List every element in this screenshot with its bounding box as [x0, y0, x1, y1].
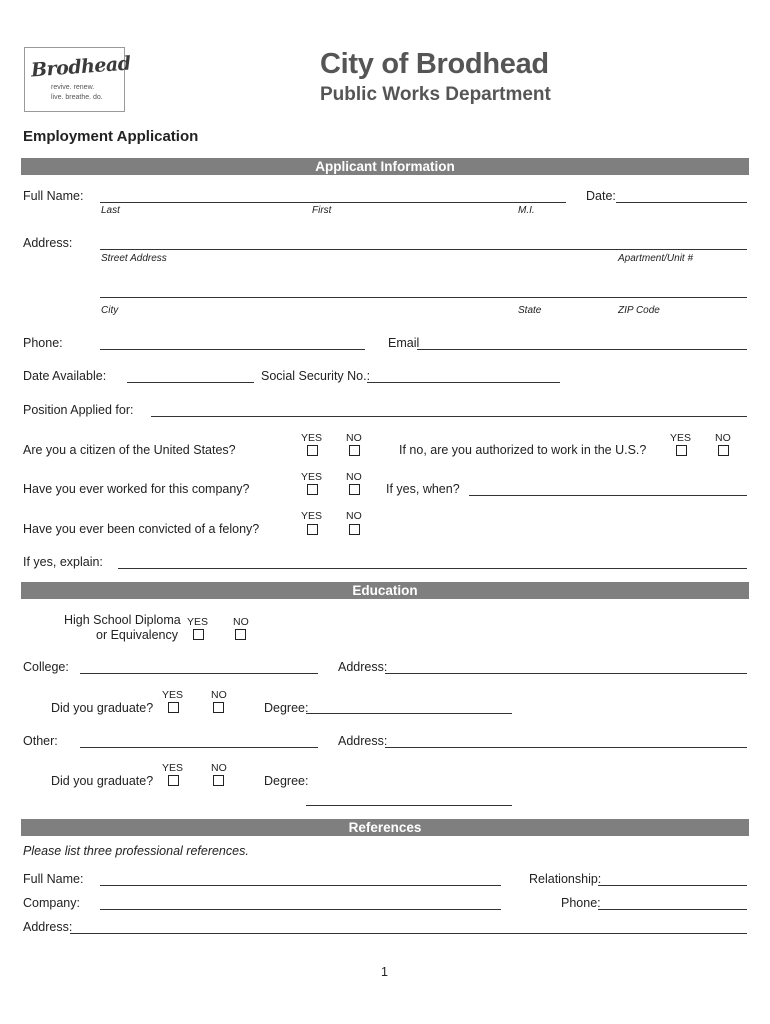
felony-no-label: NO: [346, 510, 362, 522]
if-yes-when-label: If yes, when?: [386, 482, 460, 496]
other-degree-field[interactable]: [306, 805, 512, 806]
authorized-no-label: NO: [715, 432, 731, 444]
hs-no-label: NO: [233, 616, 249, 628]
college-grad-yes-label: YES: [162, 689, 184, 701]
college-grad-no-label: NO: [211, 689, 227, 701]
citizen-yes-label: YES: [301, 432, 323, 444]
college-degree-field[interactable]: [306, 713, 512, 714]
ref-address-label: Address:: [23, 920, 73, 934]
logo-wordmark: Brodhead: [30, 52, 132, 82]
references-instruction: Please list three professional references.: [23, 844, 249, 858]
page-number: 1: [381, 965, 388, 979]
citizen-yes-checkbox[interactable]: [307, 445, 318, 456]
ref-address-field[interactable]: [70, 933, 747, 934]
other-grad-yes-checkbox[interactable]: [168, 775, 179, 786]
hs-diploma-label: High School Diploma: [64, 613, 181, 627]
brodhead-logo: [24, 47, 132, 112]
date-available-label: Date Available:: [23, 369, 107, 383]
ref-phone-label: Phone:: [561, 896, 601, 910]
ref-company-field[interactable]: [100, 909, 501, 910]
city-state-zip-field[interactable]: [100, 297, 747, 298]
sublabel-street-address: Street Address: [101, 253, 167, 264]
logo-tagline-2: live. breathe. do.: [51, 94, 103, 101]
logo-tagline-1: revive. renew.: [51, 84, 95, 91]
citizen-question: Are you a citizen of the United States?: [23, 443, 236, 457]
address-label: Address:: [23, 236, 73, 250]
other-label: Other:: [23, 734, 58, 748]
other-school-field[interactable]: [80, 747, 318, 748]
date-field[interactable]: [616, 202, 747, 203]
full-name-label: Full Name:: [23, 189, 84, 203]
college-degree-label: Degree:: [264, 701, 309, 715]
hs-yes-checkbox[interactable]: [193, 629, 204, 640]
college-label: College:: [23, 660, 69, 674]
ssn-field[interactable]: [367, 382, 560, 383]
felony-yes-label: YES: [301, 510, 323, 522]
full-name-field[interactable]: [100, 202, 566, 203]
worked-no-label: NO: [346, 471, 362, 483]
authorized-yes-checkbox[interactable]: [676, 445, 687, 456]
email-field[interactable]: [417, 349, 747, 350]
sublabel-zip: ZIP Code: [618, 305, 660, 316]
worked-when-field[interactable]: [469, 495, 747, 496]
felony-yes-checkbox[interactable]: [307, 524, 318, 535]
ref-relationship-field[interactable]: [598, 885, 747, 886]
hs-equivalency-label: or Equivalency: [96, 628, 178, 642]
sublabel-last: Last: [101, 205, 120, 216]
other-address-field[interactable]: [385, 747, 747, 748]
citizen-no-label: NO: [346, 432, 362, 444]
college-field[interactable]: [80, 673, 318, 674]
if-yes-explain-label: If yes, explain:: [23, 555, 103, 569]
authorized-yes-label: YES: [670, 432, 692, 444]
section-references: References: [21, 819, 749, 836]
sublabel-mi: M.I.: [518, 205, 535, 216]
ref-phone-field[interactable]: [598, 909, 747, 910]
hs-no-checkbox[interactable]: [235, 629, 246, 640]
felony-explain-field[interactable]: [118, 568, 747, 569]
section-education: Education: [21, 582, 749, 599]
other-degree-label: Degree:: [264, 774, 309, 788]
position-field[interactable]: [151, 416, 747, 417]
other-grad-yes-label: YES: [162, 762, 184, 774]
authorized-no-checkbox[interactable]: [718, 445, 729, 456]
college-graduate-question: Did you graduate?: [51, 701, 154, 715]
citizen-no-checkbox[interactable]: [349, 445, 360, 456]
department-subtitle: Public Works Department: [320, 84, 551, 105]
worked-yes-label: YES: [301, 471, 323, 483]
worked-yes-checkbox[interactable]: [307, 484, 318, 495]
college-grad-no-checkbox[interactable]: [213, 702, 224, 713]
felony-question: Have you ever been convicted of a felony?: [23, 522, 260, 536]
date-label: Date:: [586, 189, 616, 203]
ref-full-name-field[interactable]: [100, 885, 501, 886]
hs-yes-label: YES: [187, 616, 209, 628]
ref-company-label: Company:: [23, 896, 80, 910]
email-label: Email: [388, 336, 420, 350]
worked-question: Have you ever worked for this company?: [23, 482, 250, 496]
date-available-field[interactable]: [127, 382, 254, 383]
other-grad-no-checkbox[interactable]: [213, 775, 224, 786]
college-address-label: Address:: [338, 660, 388, 674]
felony-no-checkbox[interactable]: [349, 524, 360, 535]
sublabel-apartment: Apartment/Unit #: [618, 253, 694, 264]
college-address-field[interactable]: [385, 673, 747, 674]
form-title: Employment Application: [23, 128, 199, 145]
other-address-label: Address:: [338, 734, 388, 748]
phone-field[interactable]: [100, 349, 365, 350]
sublabel-state: State: [518, 305, 542, 316]
other-graduate-question: Did you graduate?: [51, 774, 154, 788]
phone-label: Phone:: [23, 336, 63, 350]
section-applicant-information: Applicant Information: [21, 158, 749, 175]
street-address-field[interactable]: [100, 249, 747, 250]
ref-relationship-label: Relationship:: [529, 872, 602, 886]
ssn-label: Social Security No.:: [261, 369, 371, 383]
college-grad-yes-checkbox[interactable]: [168, 702, 179, 713]
other-grad-no-label: NO: [211, 762, 227, 774]
authorized-question: If no, are you authorized to work in the U.S.?: [399, 443, 647, 457]
sublabel-city: City: [101, 305, 119, 316]
ref-full-name-label: Full Name:: [23, 872, 84, 886]
position-label: Position Applied for:: [23, 403, 134, 417]
worked-no-checkbox[interactable]: [349, 484, 360, 495]
sublabel-first: First: [312, 205, 332, 216]
page-title: City of Brodhead: [320, 48, 549, 80]
